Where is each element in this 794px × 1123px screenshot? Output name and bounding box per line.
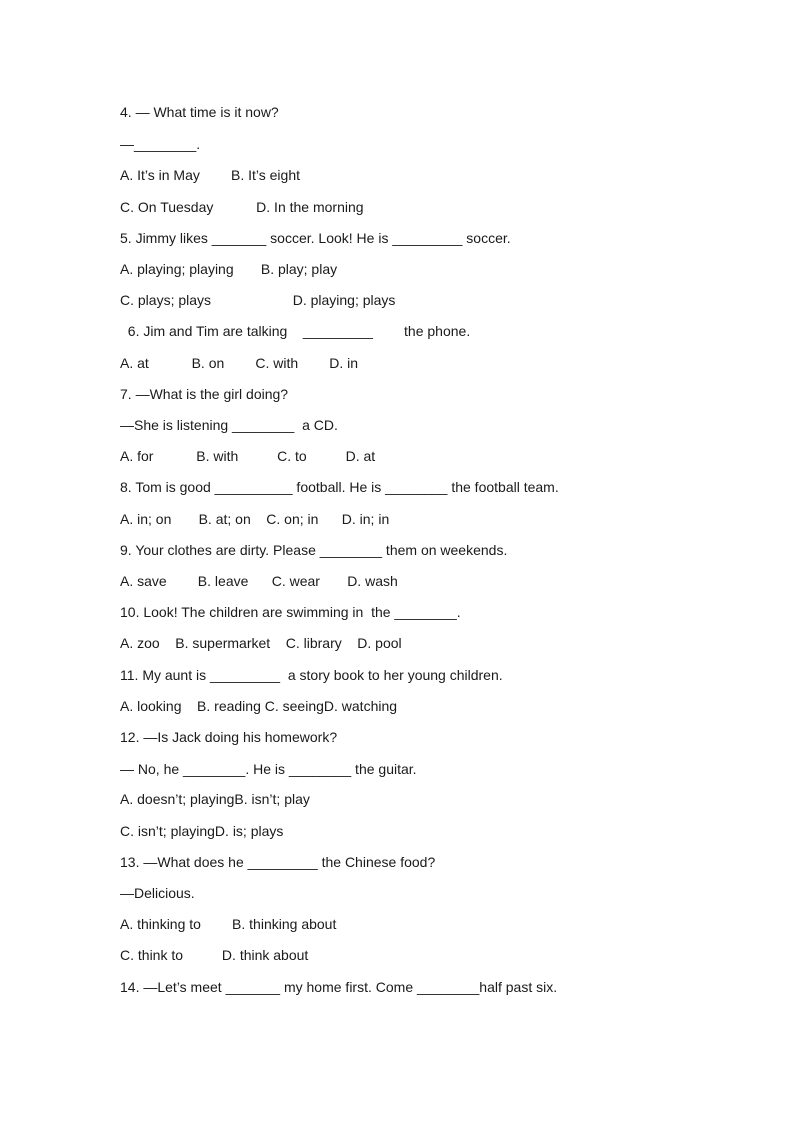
question-11-stem: 11. My aunt is _________ a story book to her young children.: [120, 667, 503, 683]
question-13-options-cd: C. think to D. think about: [120, 947, 309, 963]
question-5-stem: 5. Jimmy likes _______ soccer. Look! He is _________ soccer.: [120, 230, 511, 246]
question-12-options-cd: C. isn’t; playingD. is; plays: [120, 823, 284, 839]
question-12-answer: — No, he ________. He is ________ the guitar.: [120, 761, 417, 777]
question-8-stem: 8. Tom is good __________ football. He is ________ the football team.: [120, 479, 559, 495]
question-12-options-ab: A. doesn’t; playingB. isn’t; play: [120, 791, 310, 807]
question-4-answer-blank: —________.: [120, 136, 201, 152]
question-14-stem: 14. —Let’s meet _______ my home first. Come ________half past six.: [120, 979, 558, 995]
question-5-options-cd: C. plays; plays D. playing; plays: [120, 292, 396, 308]
question-4-options-cd: C. On Tuesday D. In the morning: [120, 199, 364, 215]
question-7-options: A. for B. with C. to D. at: [120, 448, 376, 464]
question-6-stem: 6. Jim and Tim are talking _________ the phone.: [120, 323, 471, 339]
question-7-stem: 7. —What is the girl doing?: [120, 386, 289, 402]
question-7-answer: —She is listening ________ a CD.: [120, 417, 338, 433]
question-9-options: A. save B. leave C. wear D. wash: [120, 573, 398, 589]
question-10-options: A. zoo B. supermarket C. library D. pool: [120, 635, 402, 651]
question-13-stem: 13. —What does he _________ the Chinese food?: [120, 854, 436, 870]
question-6-options: A. at B. on C. with D. in: [120, 355, 359, 371]
question-4-options-ab: A. It’s in May B. It’s eight: [120, 167, 300, 183]
question-10-stem: 10. Look! The children are swimming in the ________.: [120, 604, 461, 620]
question-8-options: A. in; on B. at; on C. on; in D. in; in: [120, 511, 390, 527]
question-12-stem: 12. —Is Jack doing his homework?: [120, 729, 338, 745]
question-13-answer: —Delicious.: [120, 885, 195, 901]
question-9-stem: 9. Your clothes are dirty. Please ________ them on weekends.: [120, 542, 508, 558]
question-4-stem: 4. — What time is it now?: [120, 104, 279, 120]
question-5-options-ab: A. playing; playing B. play; play: [120, 261, 338, 277]
question-13-options-ab: A. thinking to B. thinking about: [120, 916, 337, 932]
question-11-options: A. looking B. reading C. seeingD. watching: [120, 698, 398, 714]
